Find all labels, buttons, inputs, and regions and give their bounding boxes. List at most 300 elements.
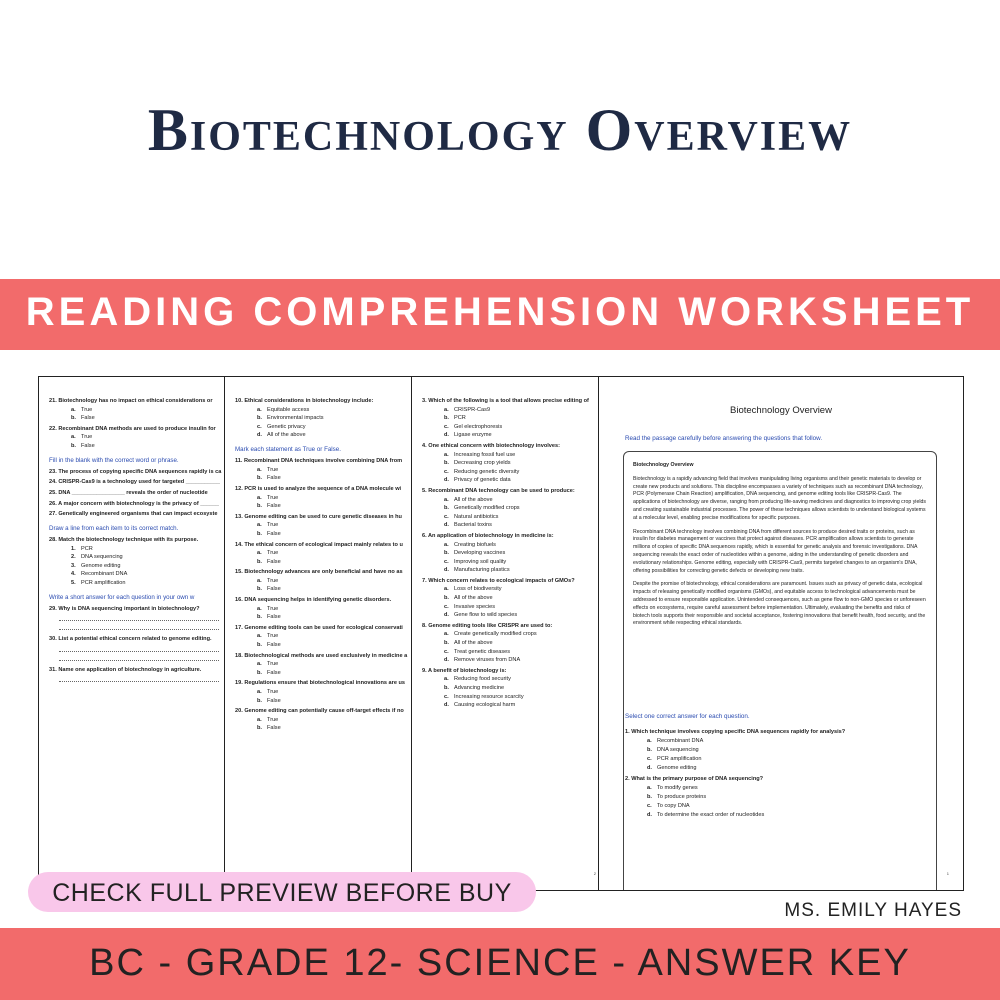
answer-option [49, 547, 238, 553]
option-text: PCR amplification [81, 579, 126, 586]
question [235, 598, 424, 621]
question [49, 668, 238, 683]
question [422, 579, 611, 619]
answer-option [422, 498, 611, 504]
question [49, 399, 238, 422]
option-letter: c. [444, 423, 449, 430]
option-text: Genome editing [657, 765, 697, 771]
option-text: All of the above [454, 640, 493, 647]
question [235, 459, 424, 482]
question-text: 27. Genetically engineered organisms that can impact ecosyste [49, 511, 218, 518]
option-letter: b. [257, 669, 262, 676]
banner-text: READING COMPREHENSION WORKSHEET [25, 290, 975, 334]
option-text: False [81, 442, 95, 449]
option-letter: 1. [71, 545, 76, 552]
question [422, 669, 611, 709]
answer-option [422, 515, 611, 521]
option-letter: b. [444, 550, 449, 557]
section-instruction: Write a short answer for each question in your own w [49, 593, 195, 601]
option-text: CRISPR-Cas9 [454, 406, 491, 413]
option-text: PCR [81, 545, 93, 552]
option-letter: a. [257, 494, 262, 501]
option-text: True [267, 661, 279, 668]
section-instruction: Fill in the blank with the correct word or phrase. [49, 456, 179, 464]
page-3-content [422, 399, 611, 714]
question-text: 16. DNA sequencing helps in identifying genetic disorders. [235, 597, 392, 604]
option-text: Recombinant DNA [657, 738, 704, 744]
question [49, 607, 238, 631]
passage-paragraph: Despite the promise of biotechnology, ethical considerations are paramount. Issues such as privacy of genetic data, ecological impacts of releasing genetically modified organisms (GMOs), and equitable access to technological advancements must be addressed to ensure responsible application. Unintended consequences, such as gene flow to non-GMO species or unforeseen effects on ecosystems, require careful assessment before implementation. Ultimately, evaluating the benefits and risks of biotech tools supports their responsible and societal acceptance, fostering innovations that benefit health, food security, and the environment while respecting ethical standards. [633, 581, 926, 627]
answer-option [422, 686, 611, 692]
answer-option [49, 435, 238, 441]
option-letter: b. [647, 794, 652, 800]
option-text: To copy DNA [657, 803, 690, 809]
option-letter: b. [257, 415, 262, 422]
answer-line [59, 628, 219, 630]
answer-option [235, 726, 424, 732]
question-text: 9. A benefit of biotechnology is: [422, 667, 507, 674]
option-text: False [267, 475, 281, 482]
option-letter: a. [257, 406, 262, 413]
option-letter: d. [444, 657, 449, 664]
option-text: Invasive species [454, 603, 496, 610]
answer-option [235, 468, 424, 474]
answer-option [422, 695, 611, 701]
footer-text: BC - GRADE 12- SCIENCE - ANSWER KEY [89, 942, 911, 984]
question-text: 20. Genome editing can potentially cause off-target effects if no [235, 708, 404, 715]
answer-line [59, 650, 219, 652]
question [49, 538, 238, 587]
answer-option [235, 433, 424, 439]
answer-line [59, 680, 219, 682]
question [235, 487, 424, 510]
option-letter: b. [444, 595, 449, 602]
answer-option [422, 677, 611, 683]
option-letter: d. [257, 432, 262, 439]
answer-option [422, 596, 611, 602]
option-text: To produce proteins [657, 794, 707, 800]
option-text: Reducing food security [454, 676, 511, 683]
page-4-questions [625, 729, 945, 823]
question [422, 489, 611, 529]
question-text: 4. One ethical concern with biotechnology involves: [422, 442, 561, 449]
question-text: 5. Recombinant DNA technology can be used to produce: [422, 487, 575, 494]
option-text: Treat genetic diseases [454, 648, 511, 655]
answer-option [625, 812, 945, 818]
option-letter: d. [444, 567, 449, 574]
section-instruction: Draw a line from each item to its correct match. [49, 524, 179, 532]
option-text: True [267, 522, 279, 529]
question-text: 29. Why is DNA sequencing important in biotechnology? [49, 605, 200, 612]
answer-option [235, 560, 424, 566]
question [235, 515, 424, 538]
option-letter: c. [444, 693, 449, 700]
option-letter: a. [257, 716, 262, 723]
question-text: 3. Which of the following is a tool that allows precise editing of [422, 398, 589, 404]
answer-option [422, 416, 611, 422]
passage-title: Biotechnology Overview [633, 462, 694, 468]
answer-option [235, 551, 424, 557]
option-letter: a. [444, 676, 449, 683]
option-letter: b. [444, 460, 449, 467]
option-letter: a. [647, 738, 652, 744]
answer-option [235, 718, 424, 724]
answer-option [235, 476, 424, 482]
answer-option [49, 416, 238, 422]
option-letter: b. [444, 685, 449, 691]
option-text: Gel electrophoresis [454, 423, 503, 430]
answer-line [59, 659, 219, 661]
question [625, 776, 945, 818]
author-name: MS. EMILY HAYES [784, 900, 962, 921]
answer-option [49, 572, 238, 578]
option-text: Developing vaccines [454, 550, 506, 557]
answer-option [235, 416, 424, 422]
option-text: False [267, 586, 281, 593]
option-letter: c. [444, 648, 449, 655]
option-letter: a. [444, 451, 449, 458]
question [422, 399, 611, 439]
worksheet-page-2 [224, 376, 424, 891]
option-text: False [81, 415, 95, 422]
question-text: 26. A major concern with biotechnology is the privacy of ______ [49, 500, 219, 507]
answer-option [235, 523, 424, 529]
worksheet-page-4 [598, 376, 964, 891]
option-text: Decreasing crop yields [454, 460, 511, 467]
option-text: To determine the exact order of nucleotides [657, 812, 765, 818]
answer-option [422, 605, 611, 611]
option-letter: c. [647, 803, 652, 809]
option-text: False [267, 530, 281, 537]
question [49, 427, 238, 450]
option-letter: a. [257, 522, 262, 529]
answer-option [625, 756, 945, 762]
option-letter: 2. [71, 554, 76, 561]
answer-option [422, 523, 611, 529]
option-letter: b. [257, 530, 262, 537]
question [49, 491, 238, 497]
question-text: 17. Genome editing tools can be used for ecological conservati [235, 624, 403, 631]
question-text: 7. Which concern relates to ecological impacts of GMOs? [422, 577, 575, 584]
answer-option [235, 408, 424, 414]
page-2-content [235, 399, 424, 737]
answer-option [422, 587, 611, 593]
answer-option [422, 425, 611, 431]
option-letter: c. [444, 558, 449, 565]
answer-option [235, 607, 424, 613]
option-text: Genetic privacy [267, 423, 306, 430]
answer-option [422, 543, 611, 549]
option-letter: a. [444, 631, 449, 638]
answer-option [422, 408, 611, 414]
answer-option [235, 634, 424, 640]
answer-option [422, 461, 611, 467]
answer-option [422, 453, 611, 459]
option-letter: a. [257, 661, 262, 668]
answer-option [49, 564, 238, 570]
answer-option [625, 738, 945, 744]
option-text: Privacy of genetic data [454, 477, 511, 484]
page-1-content [49, 399, 238, 689]
option-letter: b. [444, 640, 449, 647]
answer-option [422, 478, 611, 484]
section-instruction: Mark each statement as True or False. [235, 445, 341, 453]
option-text: Natural antibiotics [454, 513, 499, 520]
answer-option [422, 560, 611, 566]
question-text: 15. Biotechnology advances are only beneficial and have no as [235, 569, 403, 576]
question [49, 470, 238, 476]
answer-option [422, 470, 611, 476]
option-text: All of the above [454, 496, 493, 503]
question-text: 8. Genome editing tools like CRISPR are used to: [422, 622, 553, 629]
question-text: 28. Match the biotechnology technique with its purpose. [49, 536, 199, 543]
product-title: Biotechnology Overview [147, 97, 853, 163]
option-text: DNA sequencing [81, 554, 123, 561]
option-text: False [267, 558, 281, 565]
option-text: Recombinant DNA [81, 571, 128, 578]
option-text: PCR amplification [657, 756, 702, 762]
question-text: 1. Which technique involves copying specific DNA sequences rapidly for analysis? [625, 729, 846, 735]
option-text: All of the above [267, 432, 306, 439]
answer-option [422, 433, 611, 439]
question [235, 570, 424, 593]
question-text: 6. An application of biotechnology in medicine is: [422, 532, 554, 539]
option-letter: c. [444, 603, 449, 610]
answer-line [59, 619, 219, 621]
option-text: True [267, 494, 279, 501]
answer-option [422, 641, 611, 647]
option-letter: b. [647, 747, 652, 753]
option-text: Causing ecological harm [454, 702, 516, 709]
option-letter: d. [647, 812, 652, 818]
option-letter: b. [257, 725, 262, 732]
question [422, 624, 611, 664]
option-letter: b. [257, 503, 262, 510]
answer-option [49, 581, 238, 587]
option-text: Advancing medicine [454, 685, 505, 691]
option-text: True [267, 605, 279, 612]
option-letter: a. [444, 541, 449, 548]
passage-paragraph: Biotechnology is a rapidly advancing field that involves manipulating living organisms and their genetic materials to develop or create new products and solutions. This discipline encompasses a variety of techniques such as recombinant DNA technology, PCR (Polymerase Chain Reaction) amplification, DNA sequencing, and genome editing tools like CRISPR-Cas9. The applications of biotechnology are diverse, ranging from producing life-saving medicines and diagnostics to improving crop yields and creating sustainable industrial processes. The power of these techniques allows scientists to understand biological systems at a molecular level, enabling precise modifications for specific purposes. [633, 475, 926, 521]
option-text: Creating biofuels [454, 541, 496, 548]
option-text: Improving soil quality [454, 558, 507, 565]
option-text: To modify genes [657, 785, 698, 791]
question-text: 25. DNA _________________ reveals the order of nucleotide [49, 489, 208, 496]
option-letter: a. [444, 586, 449, 593]
answer-option [235, 496, 424, 502]
question [235, 543, 424, 566]
option-text: True [267, 716, 279, 723]
option-letter: 4. [71, 571, 76, 578]
option-letter: a. [647, 785, 652, 791]
answer-option [235, 690, 424, 696]
answer-option [625, 785, 945, 791]
option-text: Loss of biodiversity [454, 586, 502, 593]
page-heading: Biotechnology Overview [730, 405, 832, 416]
answer-option [49, 555, 238, 561]
option-letter: c. [647, 756, 652, 762]
answer-option [235, 699, 424, 705]
option-letter: c. [444, 468, 449, 475]
question-text: 24. CRISPR-Cas9 is a technology used for targeted ___________ [49, 479, 220, 486]
answer-option [625, 794, 945, 800]
option-text: Environmental impacts [267, 415, 324, 422]
option-text: Reducing genetic diversity [454, 468, 520, 475]
option-text: Gene flow to wild species [454, 612, 518, 619]
page-number: 1 [946, 871, 949, 876]
option-letter: a. [257, 577, 262, 584]
option-text: All of the above [454, 595, 493, 602]
option-letter: d. [444, 477, 449, 484]
question-text: 12. PCR is used to analyze the sequence of a DNA molecule wi [235, 485, 402, 492]
answer-option [422, 506, 611, 512]
read-instruction: Read the passage carefully before answering the questions that follow. [625, 435, 823, 442]
page-number: 2 [593, 871, 596, 876]
option-letter: c. [257, 423, 262, 430]
option-letter: a. [257, 689, 262, 696]
answer-option [422, 568, 611, 574]
answer-option [625, 747, 945, 753]
answer-option [422, 613, 611, 619]
option-letter: b. [257, 558, 262, 565]
answer-option [422, 703, 611, 709]
worksheet-page-3 [411, 376, 611, 891]
question [49, 512, 238, 518]
option-letter: b. [257, 475, 262, 482]
answer-option [422, 551, 611, 557]
option-letter: b. [257, 586, 262, 593]
question-text: 21. Biotechnology has no impact on ethical considerations or [49, 398, 213, 404]
option-text: Create genetically modified crops [454, 631, 537, 638]
question-text: 11. Recombinant DNA techniques involve combining DNA from [235, 458, 403, 465]
question-text: 13. Genome editing can be used to cure genetic diseases in hu [235, 513, 402, 520]
select-instruction: Select one correct answer for each question. [625, 713, 750, 720]
question [49, 480, 238, 486]
option-text: Remove viruses from DNA [454, 657, 521, 664]
answer-option [235, 671, 424, 677]
option-letter: d. [444, 612, 449, 619]
answer-option [49, 444, 238, 450]
option-text: True [81, 434, 93, 441]
question-text: 2. What is the primary purpose of DNA sequencing? [625, 776, 764, 782]
option-letter: b. [71, 415, 76, 422]
answer-option [235, 579, 424, 585]
option-letter: b. [257, 614, 262, 621]
option-text: Genome editing [81, 562, 121, 569]
answer-option [235, 532, 424, 538]
answer-option [235, 643, 424, 649]
option-letter: a. [71, 434, 76, 441]
passage-box [623, 451, 937, 891]
worksheet-page-1 [38, 376, 238, 891]
question-text: 10. Ethical considerations in biotechnology include: [235, 398, 374, 404]
option-text: PCR [454, 415, 466, 422]
option-text: True [267, 577, 279, 584]
option-letter: b. [257, 642, 262, 649]
passage-paragraph: Recombinant DNA technology involves combining DNA from different sources to produce desired traits or proteins, such as insulin for diabetes management or vaccines that protect against diseases. PCR amplification allows scientists to generate millions of copies of specific DNA sequences rapidly, which is essential for genetic analysis and forensic investigations. DNA sequencing reveals the exact order of nucleotides within a genome, aiding in the understanding of genetic disorders and evolutionary relationships. Genome editing, especially with CRISPR-Cas9, permits targeted changes to an organism's DNA, offering possibilities for correcting genetic defects or developing new traits. [633, 528, 918, 574]
option-letter: a. [444, 496, 449, 503]
question-text: 30. List a potential ethical concern related to genome editing. [49, 636, 212, 643]
option-letter: a. [257, 550, 262, 557]
option-letter: b. [444, 415, 449, 422]
option-letter: a. [257, 633, 262, 640]
question [49, 637, 238, 661]
option-text: Increasing fossil fuel use [454, 451, 516, 458]
preview-button-label[interactable]: CHECK FULL PREVIEW BEFORE BUY [52, 879, 512, 907]
option-letter: a. [444, 406, 449, 413]
question-text: 19. Regulations ensure that biotechnological innovations are us [235, 680, 406, 687]
option-letter: a. [71, 406, 76, 413]
answer-option [49, 408, 238, 414]
answer-option [235, 662, 424, 668]
answer-option [625, 765, 945, 771]
option-text: True [267, 550, 279, 557]
option-letter: b. [71, 442, 76, 449]
option-letter: d. [444, 702, 449, 709]
question-text: 23. The process of copying specific DNA sequences rapidly is ca [49, 468, 222, 475]
option-letter: d. [444, 432, 449, 439]
option-letter: 5. [71, 579, 76, 586]
option-text: True [267, 466, 279, 473]
option-letter: a. [257, 605, 262, 612]
option-text: Ligase enzyme [454, 432, 492, 439]
option-text: Bacterial toxins [454, 522, 492, 529]
question-text: 22. Recombinant DNA methods are used to produce insulin for [49, 425, 216, 432]
question [235, 681, 424, 704]
question [235, 654, 424, 677]
option-text: Increasing resource scarcity [454, 693, 524, 700]
option-text: False [267, 614, 281, 621]
answer-option [235, 587, 424, 593]
option-text: Genetically modified crops [454, 505, 520, 512]
answer-option [422, 658, 611, 664]
option-text: Equitable access [267, 406, 310, 413]
answer-option [235, 615, 424, 621]
option-letter: b. [444, 505, 449, 512]
answer-option [235, 504, 424, 510]
answer-option [235, 425, 424, 431]
option-text: False [267, 669, 281, 676]
question [235, 709, 424, 732]
option-text: True [267, 689, 279, 696]
question-text: 18. Biotechnological methods are used exclusively in medicine a [235, 652, 408, 659]
answer-option [625, 803, 945, 809]
option-letter: 3. [71, 562, 76, 569]
option-text: True [267, 633, 279, 640]
question [422, 534, 611, 574]
option-letter: d. [444, 522, 449, 529]
question [235, 626, 424, 649]
answer-option [422, 650, 611, 656]
question-text: 31. Name one application of biotechnology in agriculture. [49, 666, 202, 673]
option-letter: c. [444, 513, 449, 520]
question [49, 502, 238, 508]
question [235, 399, 424, 439]
option-text: False [267, 697, 281, 704]
answer-option [422, 632, 611, 638]
option-letter: d. [647, 765, 652, 771]
option-text: False [267, 725, 281, 732]
option-letter: a. [257, 466, 262, 473]
question [422, 444, 611, 484]
option-text: False [267, 642, 281, 649]
question [625, 729, 945, 771]
option-text: False [267, 503, 281, 510]
question-text: 14. The ethical concern of ecological impact mainly relates to u [235, 541, 403, 548]
option-text: True [81, 406, 93, 413]
option-letter: b. [257, 697, 262, 704]
option-text: DNA sequencing [657, 747, 699, 753]
